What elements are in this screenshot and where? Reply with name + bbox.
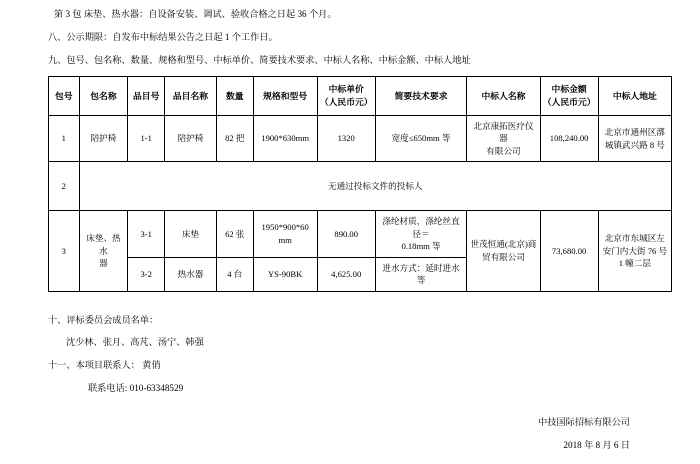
- header-package-no: 包号: [49, 77, 80, 116]
- table-row: [49, 211, 672, 257]
- cell-package-no: 2: [49, 162, 80, 211]
- cell-winner-name-line2: 贸有限公司: [481, 251, 525, 262]
- cell-spec-line1: 1950*900*60: [261, 222, 309, 233]
- cell-package-name-line2: 器: [99, 258, 108, 269]
- cell-item-name: 热水器: [165, 257, 217, 291]
- table-row: [49, 115, 672, 161]
- cell-tech: 进水方式：延时进水等: [375, 257, 467, 291]
- header-item-no: 品目号: [128, 77, 165, 116]
- cell-amount: 108,240.00: [540, 115, 598, 161]
- cell-item-no: 3-2: [128, 257, 165, 291]
- paragraph-committee-heading: 十、评标委员会成员名单：: [48, 314, 159, 325]
- cell-quantity: 62 张: [216, 211, 253, 257]
- header-unit-price-line1: 中标单价: [328, 84, 364, 95]
- cell-no-valid-bidder: 无通过投标文件的投标人: [79, 162, 671, 211]
- cell-winner-name: [467, 115, 540, 161]
- paragraph-contact-phone: 联系电话: 010-63348529: [88, 382, 184, 393]
- paragraph-publicity-period: 八、公示期限：自发布中标结果公告之日起 1 个工作日。: [48, 31, 278, 42]
- header-quantity: 数量: [216, 77, 253, 116]
- cell-winner-address-line2: 安门内大街 76 号: [602, 245, 668, 256]
- paragraph-table-heading: 九、包号、包名称、数量、规格和型号、中标单价、简要技术要求、中标人名称、中标金额、中标人地址: [48, 54, 471, 65]
- cell-package-name: 陪护椅: [79, 115, 128, 161]
- cell-item-no: 1-1: [128, 115, 165, 161]
- cell-winner-address-line3: 1 幢二层: [618, 258, 651, 269]
- cell-package-name: [79, 211, 128, 291]
- header-tech-requirements: 简要技术要求: [375, 77, 467, 116]
- cell-item-no: 3-1: [128, 211, 165, 257]
- cell-winner-name: [467, 211, 540, 291]
- cell-winner-address-line2: 城镇武兴路 8 号: [604, 139, 665, 150]
- header-unit-price-line2: （人民币元）: [319, 97, 373, 108]
- cell-spec: YS-90BK: [253, 257, 317, 291]
- cell-winner-address-line1: 北京市通州区漷: [604, 127, 665, 138]
- cell-amount: 73,680.00: [540, 211, 598, 291]
- header-winner-name: 中标人名称: [467, 77, 540, 116]
- cell-tech: 宽度≤650mm 等: [375, 115, 467, 161]
- cell-package-no: 3: [49, 211, 80, 291]
- header-winner-address: 中标人地址: [598, 77, 671, 116]
- cell-item-name: 陪护椅: [165, 115, 217, 161]
- spacer: [48, 292, 672, 302]
- header-spec: 规格和型号: [253, 77, 317, 116]
- header-package-name: 包名称: [79, 77, 128, 116]
- paragraph-package3-warranty: 第 3 包 床垫、热水器：自设备安装、调试、验收合格之日起 36 个月。: [54, 9, 337, 19]
- cell-spec-line2: mm: [278, 234, 292, 245]
- header-amount-line2: （人民币元）: [542, 97, 596, 108]
- header-amount: [540, 77, 598, 116]
- footer-section: [48, 314, 672, 396]
- table-row: [49, 162, 672, 211]
- cell-winner-address-line1: 北京市东城区左: [604, 233, 665, 244]
- paragraph-contact-person: 十一、本项目联系人： 黄俏: [48, 360, 161, 371]
- cell-winner-address: [598, 211, 671, 291]
- header-item-name: 品目名称: [165, 77, 217, 116]
- header-unit-price: [317, 77, 375, 116]
- table-header-row: [49, 77, 672, 116]
- cell-item-name: 床垫: [165, 211, 217, 257]
- bid-results-table: [48, 76, 672, 291]
- signature-company: 中技国际招标有限公司: [538, 416, 630, 427]
- cell-spec: [253, 211, 317, 257]
- cell-winner-address: [598, 115, 671, 161]
- cell-tech-line2: 0.18mm 等: [401, 241, 441, 252]
- cell-package-name-line1: 床垫、热水: [86, 233, 121, 256]
- cell-spec: 1900*630mm: [253, 115, 317, 161]
- cell-winner-name-line1: 北京康拓医疗仪器: [473, 120, 534, 144]
- cell-tech: [375, 211, 467, 257]
- signature-date: 2018 年 8 月 6 日: [563, 439, 630, 450]
- cell-tech-line1: 涤纶材质，涤纶丝直径＝: [382, 216, 460, 239]
- cell-quantity: 4 台: [216, 257, 253, 291]
- paragraph-committee-members: 沈少林、张月、高芃、汤宁、韩强: [66, 337, 204, 348]
- header-amount-line1: 中标金额: [551, 84, 587, 95]
- cell-quantity: 82 把: [216, 115, 253, 161]
- cell-package-no: 1: [49, 115, 80, 161]
- cell-unit-price: 1320: [317, 115, 375, 161]
- cell-unit-price: 890.00: [317, 211, 375, 257]
- cell-winner-name-line1: 世茂恒通(北京)商: [470, 239, 537, 250]
- cell-winner-name-line2: 有限公司: [486, 145, 521, 156]
- cell-unit-price: 4,625.00: [317, 257, 375, 291]
